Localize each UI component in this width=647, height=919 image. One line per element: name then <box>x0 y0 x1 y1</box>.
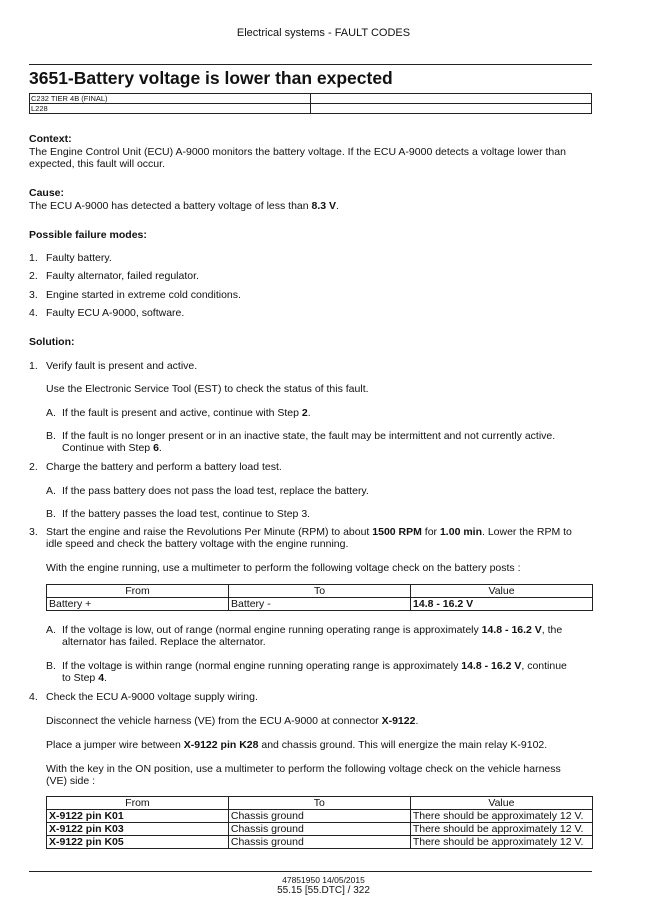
applicability-empty-cell <box>311 104 592 114</box>
step-text <box>46 526 594 550</box>
table-cell: Chassis ground <box>228 836 410 849</box>
table-cell: Chassis ground <box>228 823 410 836</box>
table-header: To <box>229 585 411 598</box>
substep-text: If the battery passes the load test, continue to Step 3. <box>62 508 311 520</box>
applicability-cell: L228 <box>30 104 311 114</box>
substep-sentence: to Step <box>62 672 99 684</box>
substep-line <box>62 624 594 636</box>
list-number: 2. <box>29 270 38 282</box>
rpm-value: 1500 RPM <box>372 526 422 538</box>
table-cell: There should be approximately 12 V. <box>410 823 592 836</box>
context-line: expected, this fault will occur. <box>29 158 165 170</box>
failure-mode-item: Faulty alternator, failed regulator. <box>46 270 199 282</box>
step-subtext: Use the Electronic Service Tool (EST) to check the status of this fault. <box>46 383 369 395</box>
table-row <box>47 836 593 849</box>
table-cell: There should be approximately 12 V. <box>410 810 592 823</box>
step-sentence: . <box>415 715 419 727</box>
step-subtext: With the engine running, use a multimeter to perform the following voltage check on the battery posts : <box>46 562 521 574</box>
substep-sentence: If the fault is present and active, continue with Step <box>62 407 302 419</box>
substep-letter: A. <box>46 407 56 419</box>
table-cell <box>411 598 593 611</box>
table-cell <box>47 810 229 823</box>
table-row <box>47 598 593 611</box>
footer-page: 55.15 [55.DTC] / 322 <box>277 885 370 896</box>
failure-modes-label: Possible failure modes: <box>29 229 147 241</box>
applicability-empty-cell <box>311 94 592 104</box>
failure-mode-item: Faulty battery. <box>46 252 112 264</box>
pin-text: X-9122 pin K03 <box>49 823 124 835</box>
step-subtext <box>46 715 594 727</box>
substep-text <box>62 430 594 454</box>
step-number: 1. <box>29 360 38 372</box>
list-number: 4. <box>29 307 38 319</box>
substep-sentence: , the <box>541 624 563 636</box>
step-text: Charge the battery and perform a battery load test. <box>46 461 282 473</box>
substep-line: If the fault is no longer present or in an inactive state, the fault may be intermittent and not currently active. <box>62 430 556 442</box>
step-line <box>46 526 594 538</box>
page-title: 3651-Battery voltage is lower than expected <box>29 68 393 88</box>
context-label: Context: <box>29 133 72 145</box>
substep-line: alternator has failed. Replace the alternator. <box>62 636 266 648</box>
substep-letter: B. <box>46 430 56 442</box>
solution-label: Solution: <box>29 336 75 348</box>
table-header: To <box>228 797 410 810</box>
battery-voltage-table <box>46 584 593 611</box>
substep-letter: B. <box>46 508 56 520</box>
table-cell <box>47 836 229 849</box>
page-header: Electrical systems - FAULT CODES <box>236 27 411 39</box>
step-sentence: Place a jumper wire between <box>46 739 184 751</box>
substep-sentence: If the voltage is within range (normal engine running operating range is approximately <box>62 660 462 672</box>
applicability-table <box>29 93 592 114</box>
step-number: 3. <box>29 526 38 538</box>
cause-text <box>29 200 594 212</box>
table-cell: There should be approximately 12 V. <box>410 836 592 849</box>
step-sentence: Disconnect the vehicle harness (VE) from the ECU A-9000 at connector <box>46 715 382 727</box>
substep-text <box>62 407 594 419</box>
substep-sentence: , continue <box>521 660 567 672</box>
substep-text <box>62 624 594 648</box>
value-text: 14.8 - 16.2 V <box>413 598 474 610</box>
range-value: 14.8 - 16.2 V <box>481 624 542 636</box>
step-line: (VE) side : <box>46 775 96 787</box>
step-reference: 6 <box>153 442 159 454</box>
table-header: Value <box>411 585 593 598</box>
connector-ref: X-9122 <box>381 715 416 727</box>
substep-sentence: If the voltage is low, out of range (normal engine running operating range is approximately <box>62 624 482 636</box>
step-reference: 2 <box>301 407 308 419</box>
substep-letter: B. <box>46 660 56 672</box>
step-sentence: . Lower the RPM to <box>482 526 572 538</box>
step-subtext <box>46 763 594 787</box>
step-number: 4. <box>29 691 38 703</box>
substep-text <box>62 660 594 684</box>
table-header: From <box>47 585 229 598</box>
table-row <box>47 823 593 836</box>
substep-sentence: Continue with Step <box>62 442 154 454</box>
table-cell: Battery + <box>47 598 229 611</box>
list-number: 1. <box>29 252 38 264</box>
cause-sentence: The ECU A-9000 has detected a battery voltage of less than <box>29 200 312 212</box>
range-value: 14.8 - 16.2 V <box>461 660 522 672</box>
table-cell: Battery - <box>229 598 411 611</box>
table-row <box>47 810 593 823</box>
step-subtext <box>46 739 594 751</box>
substep-letter: A. <box>46 485 56 497</box>
failure-mode-item: Engine started in extreme cold conditions. <box>46 289 241 301</box>
step-reference: 4 <box>98 672 105 684</box>
step-line: With the key in the ON position, use a multimeter to perform the following voltage check on the vehicle harness <box>46 763 561 775</box>
context-text <box>29 146 594 170</box>
step-sentence: for <box>421 526 440 538</box>
footer-doc: 47851950 14/05/2015 <box>282 875 365 885</box>
cause-voltage: 8.3 V <box>311 200 337 212</box>
substep-line <box>62 672 594 684</box>
cause-end: . <box>336 200 339 212</box>
duration-value: 1.00 min <box>439 526 482 538</box>
pin-text: X-9122 pin K05 <box>49 836 124 848</box>
step-text: Check the ECU A-9000 voltage supply wiring. <box>46 691 258 703</box>
step-text: Verify fault is present and active. <box>46 360 198 372</box>
substep-line <box>62 442 594 454</box>
table-cell <box>47 823 229 836</box>
harness-voltage-table <box>46 796 593 849</box>
step-number: 2. <box>29 461 38 473</box>
pin-text: X-9122 pin K01 <box>49 810 124 822</box>
applicability-cell: C232 TIER 4B (FINAL) <box>30 94 311 104</box>
step-line: idle speed and check the battery voltage with the engine running. <box>46 538 349 550</box>
cause-label: Cause: <box>29 187 65 199</box>
footer-rule <box>29 871 592 872</box>
substep-line <box>62 660 594 672</box>
failure-mode-item: Faulty ECU A-9000, software. <box>46 307 185 319</box>
substep-end: . <box>307 407 311 419</box>
context-line: The Engine Control Unit (ECU) A-9000 monitors the battery voltage. If the ECU A-9000 detects a voltage lower than <box>29 146 566 158</box>
table-header: Value <box>410 797 592 810</box>
substep-end: . <box>158 442 162 454</box>
table-cell: Chassis ground <box>228 810 410 823</box>
table-header: From <box>47 797 229 810</box>
step-sentence: and chassis ground. This will energize the main relay K-9102. <box>258 739 548 751</box>
pin-ref: X-9122 pin K28 <box>183 739 259 751</box>
list-number: 3. <box>29 289 38 301</box>
header-rule <box>29 64 592 65</box>
step-sentence: Start the engine and raise the Revolutions Per Minute (RPM) to about <box>46 526 373 538</box>
substep-letter: A. <box>46 624 56 636</box>
substep-text: If the pass battery does not pass the load test, replace the battery. <box>62 485 369 497</box>
substep-end: . <box>104 672 107 684</box>
